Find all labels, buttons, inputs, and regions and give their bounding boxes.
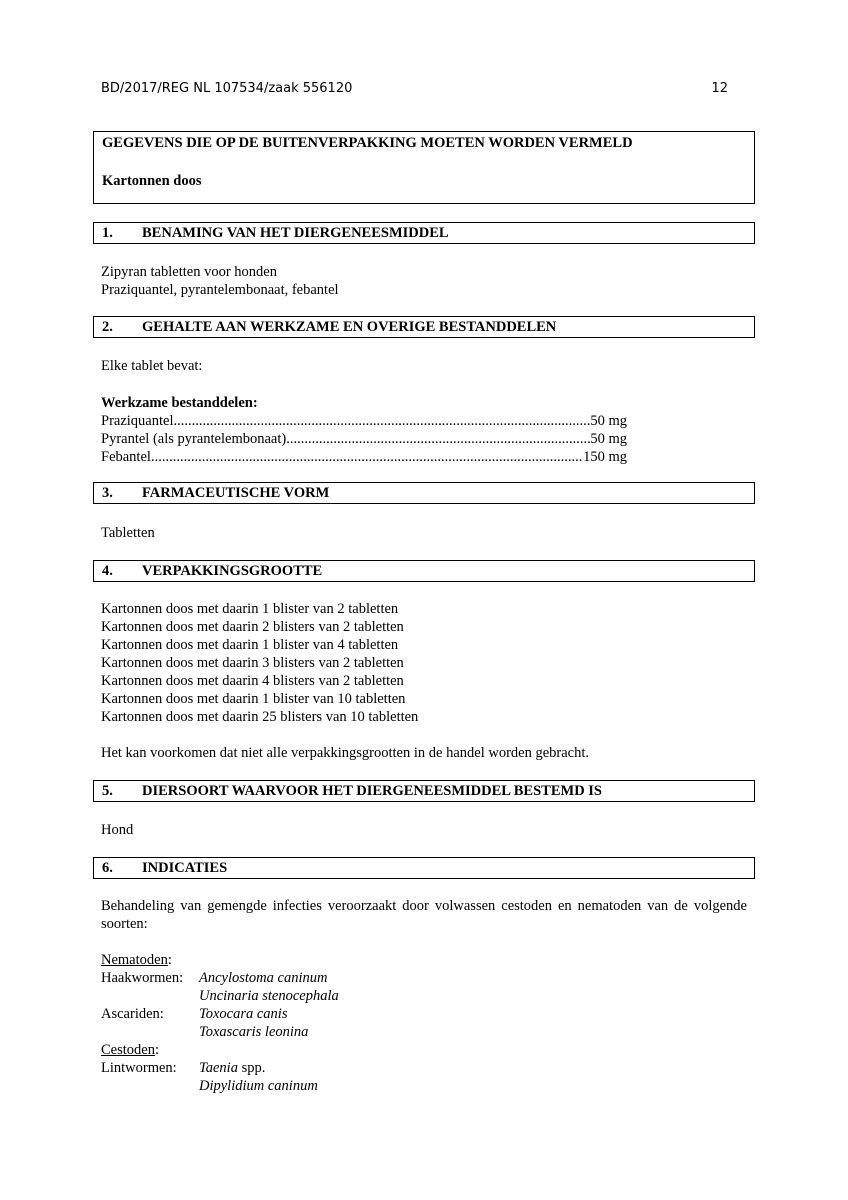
product-name: Zipyran tabletten voor honden bbox=[101, 264, 277, 280]
section-title: GEHALTE AAN WERKZAME EN OVERIGE BESTANDDELEN bbox=[142, 319, 557, 335]
pack-size-item: Kartonnen doos met daarin 3 blisters van 2 tabletten bbox=[101, 655, 404, 671]
packaging-heading: GEGEVENS DIE OP DE BUITENVERPAKKING MOETEN WORDEN VERMELD bbox=[102, 135, 633, 151]
taenia-suffix: spp. bbox=[237, 1060, 266, 1076]
species-name: Toxocara canis bbox=[199, 1006, 288, 1022]
page-header bbox=[101, 81, 728, 99]
section-6-heading bbox=[93, 857, 755, 879]
active-ingredients-heading: Werkzame bestanddelen: bbox=[101, 395, 258, 411]
nematoden-heading: Nematoden: bbox=[101, 952, 172, 968]
page-number: 12 bbox=[711, 81, 728, 96]
indications-intro: Behandeling van gemengde infecties veroorzaakt door volwassen cestoden en nematoden van de volgende soorten: bbox=[101, 898, 747, 932]
section-5-heading bbox=[93, 780, 755, 802]
pack-size-item: Kartonnen doos met daarin 25 blisters van 10 tabletten bbox=[101, 709, 419, 725]
lintwormen-label: Lintwormen: bbox=[101, 1060, 177, 1076]
section-3-heading bbox=[93, 482, 755, 504]
pack-size-item: Kartonnen doos met daarin 2 blisters van 2 tabletten bbox=[101, 619, 404, 635]
species-name: Toxascaris leonina bbox=[199, 1024, 309, 1040]
ingredient-name: Pyrantel (als pyrantelembonaat) bbox=[101, 431, 287, 447]
ascariden-label: Ascariden: bbox=[101, 1006, 164, 1022]
pack-size-item: Kartonnen doos met daarin 4 blisters van 2 tabletten bbox=[101, 673, 404, 689]
ingredient-row bbox=[101, 412, 627, 430]
section-title: FARMACEUTISCHE VORM bbox=[142, 485, 330, 501]
pack-availability-note: Het kan voorkomen dat niet alle verpakkingsgrootten in de handel worden gebracht. bbox=[101, 745, 590, 761]
species-name: Dipylidium caninum bbox=[199, 1078, 318, 1094]
species-name: Uncinaria stenocephala bbox=[199, 988, 339, 1004]
target-species: Hond bbox=[101, 822, 134, 838]
pack-size-item: Kartonnen doos met daarin 1 blister van 2 tabletten bbox=[101, 601, 399, 617]
section-title: INDICATIES bbox=[142, 860, 228, 876]
ingredient-row bbox=[101, 448, 627, 466]
section-title: BENAMING VAN HET DIERGENEESMIDDEL bbox=[142, 225, 449, 241]
section-1-heading bbox=[93, 222, 755, 244]
outer-packaging-title-box bbox=[93, 131, 755, 204]
section-number: 1. bbox=[102, 225, 113, 241]
dot-leader bbox=[286, 430, 590, 448]
cestoden-label: Cestoden bbox=[101, 1042, 155, 1058]
pack-size-item: Kartonnen doos met daarin 1 blister van 4 tabletten bbox=[101, 637, 399, 653]
dot-leader bbox=[173, 412, 590, 430]
packaging-subtitle: Kartonnen doos bbox=[102, 173, 202, 189]
taenia-species bbox=[199, 1059, 265, 1077]
nematoden-label: Nematoden bbox=[101, 952, 168, 968]
species-name: Ancylostoma caninum bbox=[199, 970, 328, 986]
active-substances-line: Praziquantel, pyrantelembonaat, febantel bbox=[101, 282, 339, 298]
taenia-genus: Taenia bbox=[199, 1060, 238, 1076]
haakwormen-label: Haakwormen: bbox=[101, 970, 184, 986]
pack-size-item: Kartonnen doos met daarin 1 blister van 10 tabletten bbox=[101, 691, 406, 707]
document-reference: BD/2017/REG NL 107534/zaak 556120 bbox=[101, 81, 353, 96]
ingredient-amount: 50 mg bbox=[590, 413, 627, 429]
section-title: DIERSOORT WAARVOOR HET DIERGENEESMIDDEL BESTEMD IS bbox=[142, 783, 602, 799]
section-number: 5. bbox=[102, 783, 113, 799]
ingredient-name: Febantel bbox=[101, 449, 151, 465]
ingredient-name: Praziquantel bbox=[101, 413, 174, 429]
section-4-heading bbox=[93, 560, 755, 582]
section-title: VERPAKKINGSGROOTTE bbox=[142, 563, 323, 579]
dot-leader bbox=[151, 448, 583, 466]
section-number: 3. bbox=[102, 485, 113, 501]
ingredient-amount: 50 mg bbox=[590, 431, 627, 447]
pharmaceutical-form: Tabletten bbox=[101, 525, 155, 541]
ingredient-amount: 150 mg bbox=[583, 449, 627, 465]
section-number: 2. bbox=[102, 319, 113, 335]
tablet-contents-intro: Elke tablet bevat: bbox=[101, 358, 203, 374]
cestoden-heading: Cestoden: bbox=[101, 1042, 159, 1058]
section-number: 4. bbox=[102, 563, 113, 579]
ingredient-row bbox=[101, 430, 627, 448]
section-2-heading bbox=[93, 316, 755, 338]
section-number: 6. bbox=[102, 860, 113, 876]
